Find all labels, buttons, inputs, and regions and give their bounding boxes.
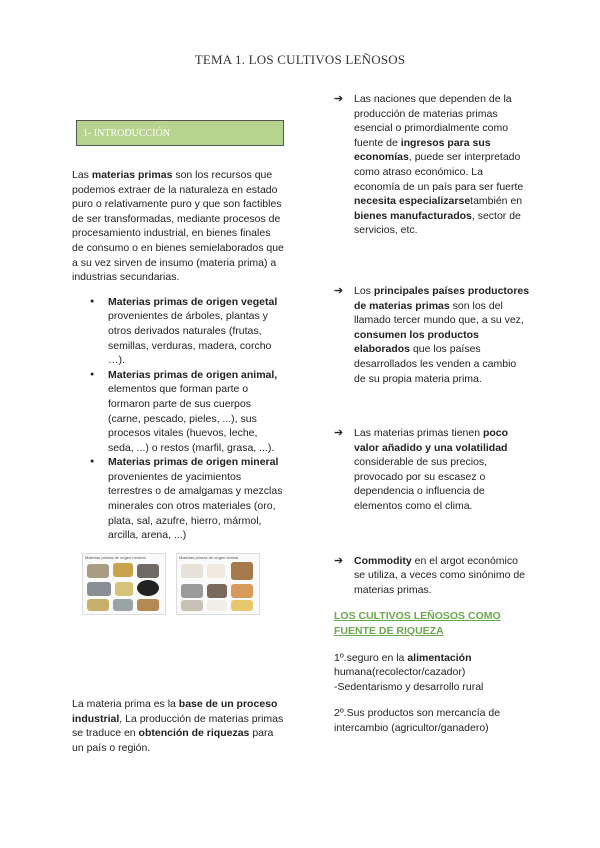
materias-list: [72, 295, 284, 543]
item-text: , sector de servicios, etc.: [354, 209, 521, 237]
page-title: TEMA 1. LOS CULTIVOS LEÑOSOS: [194, 52, 406, 67]
list-item-bold: Materias primas de origen mineral: [108, 456, 279, 469]
item-bold: Commodity: [354, 554, 412, 567]
list-item-vegetal: [72, 295, 284, 368]
p1-text-2: humana(recolector/cazador): [334, 666, 466, 679]
arrow-item-commodity: [334, 554, 530, 598]
item-bold: poco valor añadido y una volatilidad: [354, 427, 509, 454]
list-item-mineral: [72, 455, 284, 543]
item-text: , puede ser interpretado como atraso económico. La economía de un país para ser fuerte: [354, 151, 524, 193]
item-text: que los países desarrollados les venden a cambio de su propia materia prima.: [354, 343, 517, 385]
bottom-text-3: para un país o región.: [72, 727, 274, 754]
bottom-text-2: , La producción de materias primas se traduce en: [72, 712, 284, 740]
arrow-icon: ➔: [334, 284, 344, 297]
item-text: Las materias primas tienen: [354, 427, 483, 440]
item-text: también en: [470, 195, 523, 208]
mineral-materials-image: [82, 553, 166, 615]
bottom-paragraph-block: [72, 697, 284, 755]
list-item-animal: [72, 368, 284, 456]
intro-text-1: Las: [72, 169, 92, 181]
paragraph-1b: -Sedentarismo y desarrollo rural: [334, 680, 484, 693]
intro-paragraph: [72, 168, 284, 285]
arrow-item-paises: [334, 284, 530, 386]
image-caption: Materias primas de origen animal: [179, 554, 239, 560]
animal-materials-image: [176, 553, 260, 615]
item-bold: necesita especializarse: [354, 195, 471, 208]
list-item-text: elementos que forman parte o formaron parte de sus cuerpos (carne, pescado, pieles, ...), sus procesos vitales (huevos, leche, seda, ...) o restos (marfil, grasa, ...).: [108, 383, 275, 454]
image-caption: Materias primas de origen mineral: [85, 554, 146, 560]
paragraph-2: 2º.Sus productos son mercancía de intercambio (agricultor/ganadero): [334, 707, 501, 734]
bottom-bold-1: base de un proceso industrial: [72, 698, 278, 725]
p1-text-1: 1º.seguro en la: [334, 651, 408, 664]
list-item-text: provenientes de yacimientos terrestres o de amalgamas y mezclas minerales con otros materiales (oro, plata, sal, azufre, hierro, mármol, arcilla, arena, ...): [108, 470, 283, 542]
section-heading-introduccion: 1- INTRODUCCIÓN: [76, 120, 284, 146]
item-text: Los: [354, 284, 374, 297]
p1-bold: alimentación: [407, 651, 472, 664]
intro-bold-1: materias primas: [91, 169, 173, 181]
right-column: [334, 92, 530, 736]
item-text: son los del llamado tercer mundo que, a su vez,: [354, 299, 524, 327]
bottom-paragraph: [72, 697, 284, 755]
arrow-item-naciones: [334, 92, 530, 238]
paragraph-1: [334, 651, 530, 680]
arrow-item-valor: [334, 426, 530, 514]
item-text: en el argot económico se utiliza, a veces como sinónimo de materias primas.: [354, 554, 525, 596]
left-column: [72, 120, 284, 615]
bottom-text-1: La materia prima es la: [72, 698, 179, 710]
list-item-text: provenientes de árboles, plantas y otros derivados naturales (frutas, semillas, verduras, madera, corcho …).: [108, 310, 272, 367]
materials-images: [82, 553, 284, 615]
list-item-bold: Materias primas de origen vegetal: [108, 295, 278, 308]
bottom-bold-2: obtención de riquezas: [138, 727, 250, 740]
arrow-icon: ➔: [334, 427, 344, 440]
list-item-bold: Materias primas de origen animal,: [108, 368, 278, 381]
item-bold: consumen los productos elaborados: [354, 328, 479, 356]
item-bold: principales países productores de materias primas: [354, 284, 530, 312]
intro-text-2: son los recursos que podemos extraer de la naturaleza en estado puro o relativamente puro y que son factibles de ser transformadas, mediante procesos de procesamiento industrial, en bienes finales de consumo o en bienes semielaborados que a su vez sirven de insumo (materia prima) a industrias secundarias.: [72, 169, 284, 284]
item-bold: ingresos para sus economías: [354, 136, 491, 164]
item-bold: bienes manufacturados: [354, 209, 472, 222]
section-heading-cultivos-riqueza: LOS CULTIVOS LEÑOSOS COMO FUENTE DE RIQUEZA: [334, 610, 501, 638]
item-text: considerable de sus precios, provocado por su escasez o dependencia o influencia de elementos como el clima.: [354, 456, 488, 513]
item-text: Las naciones que dependen de la producción de materias primas esencial o primordialmente como fuente de: [354, 93, 512, 149]
arrow-icon: ➔: [334, 554, 344, 567]
arrow-icon: ➔: [334, 93, 344, 105]
